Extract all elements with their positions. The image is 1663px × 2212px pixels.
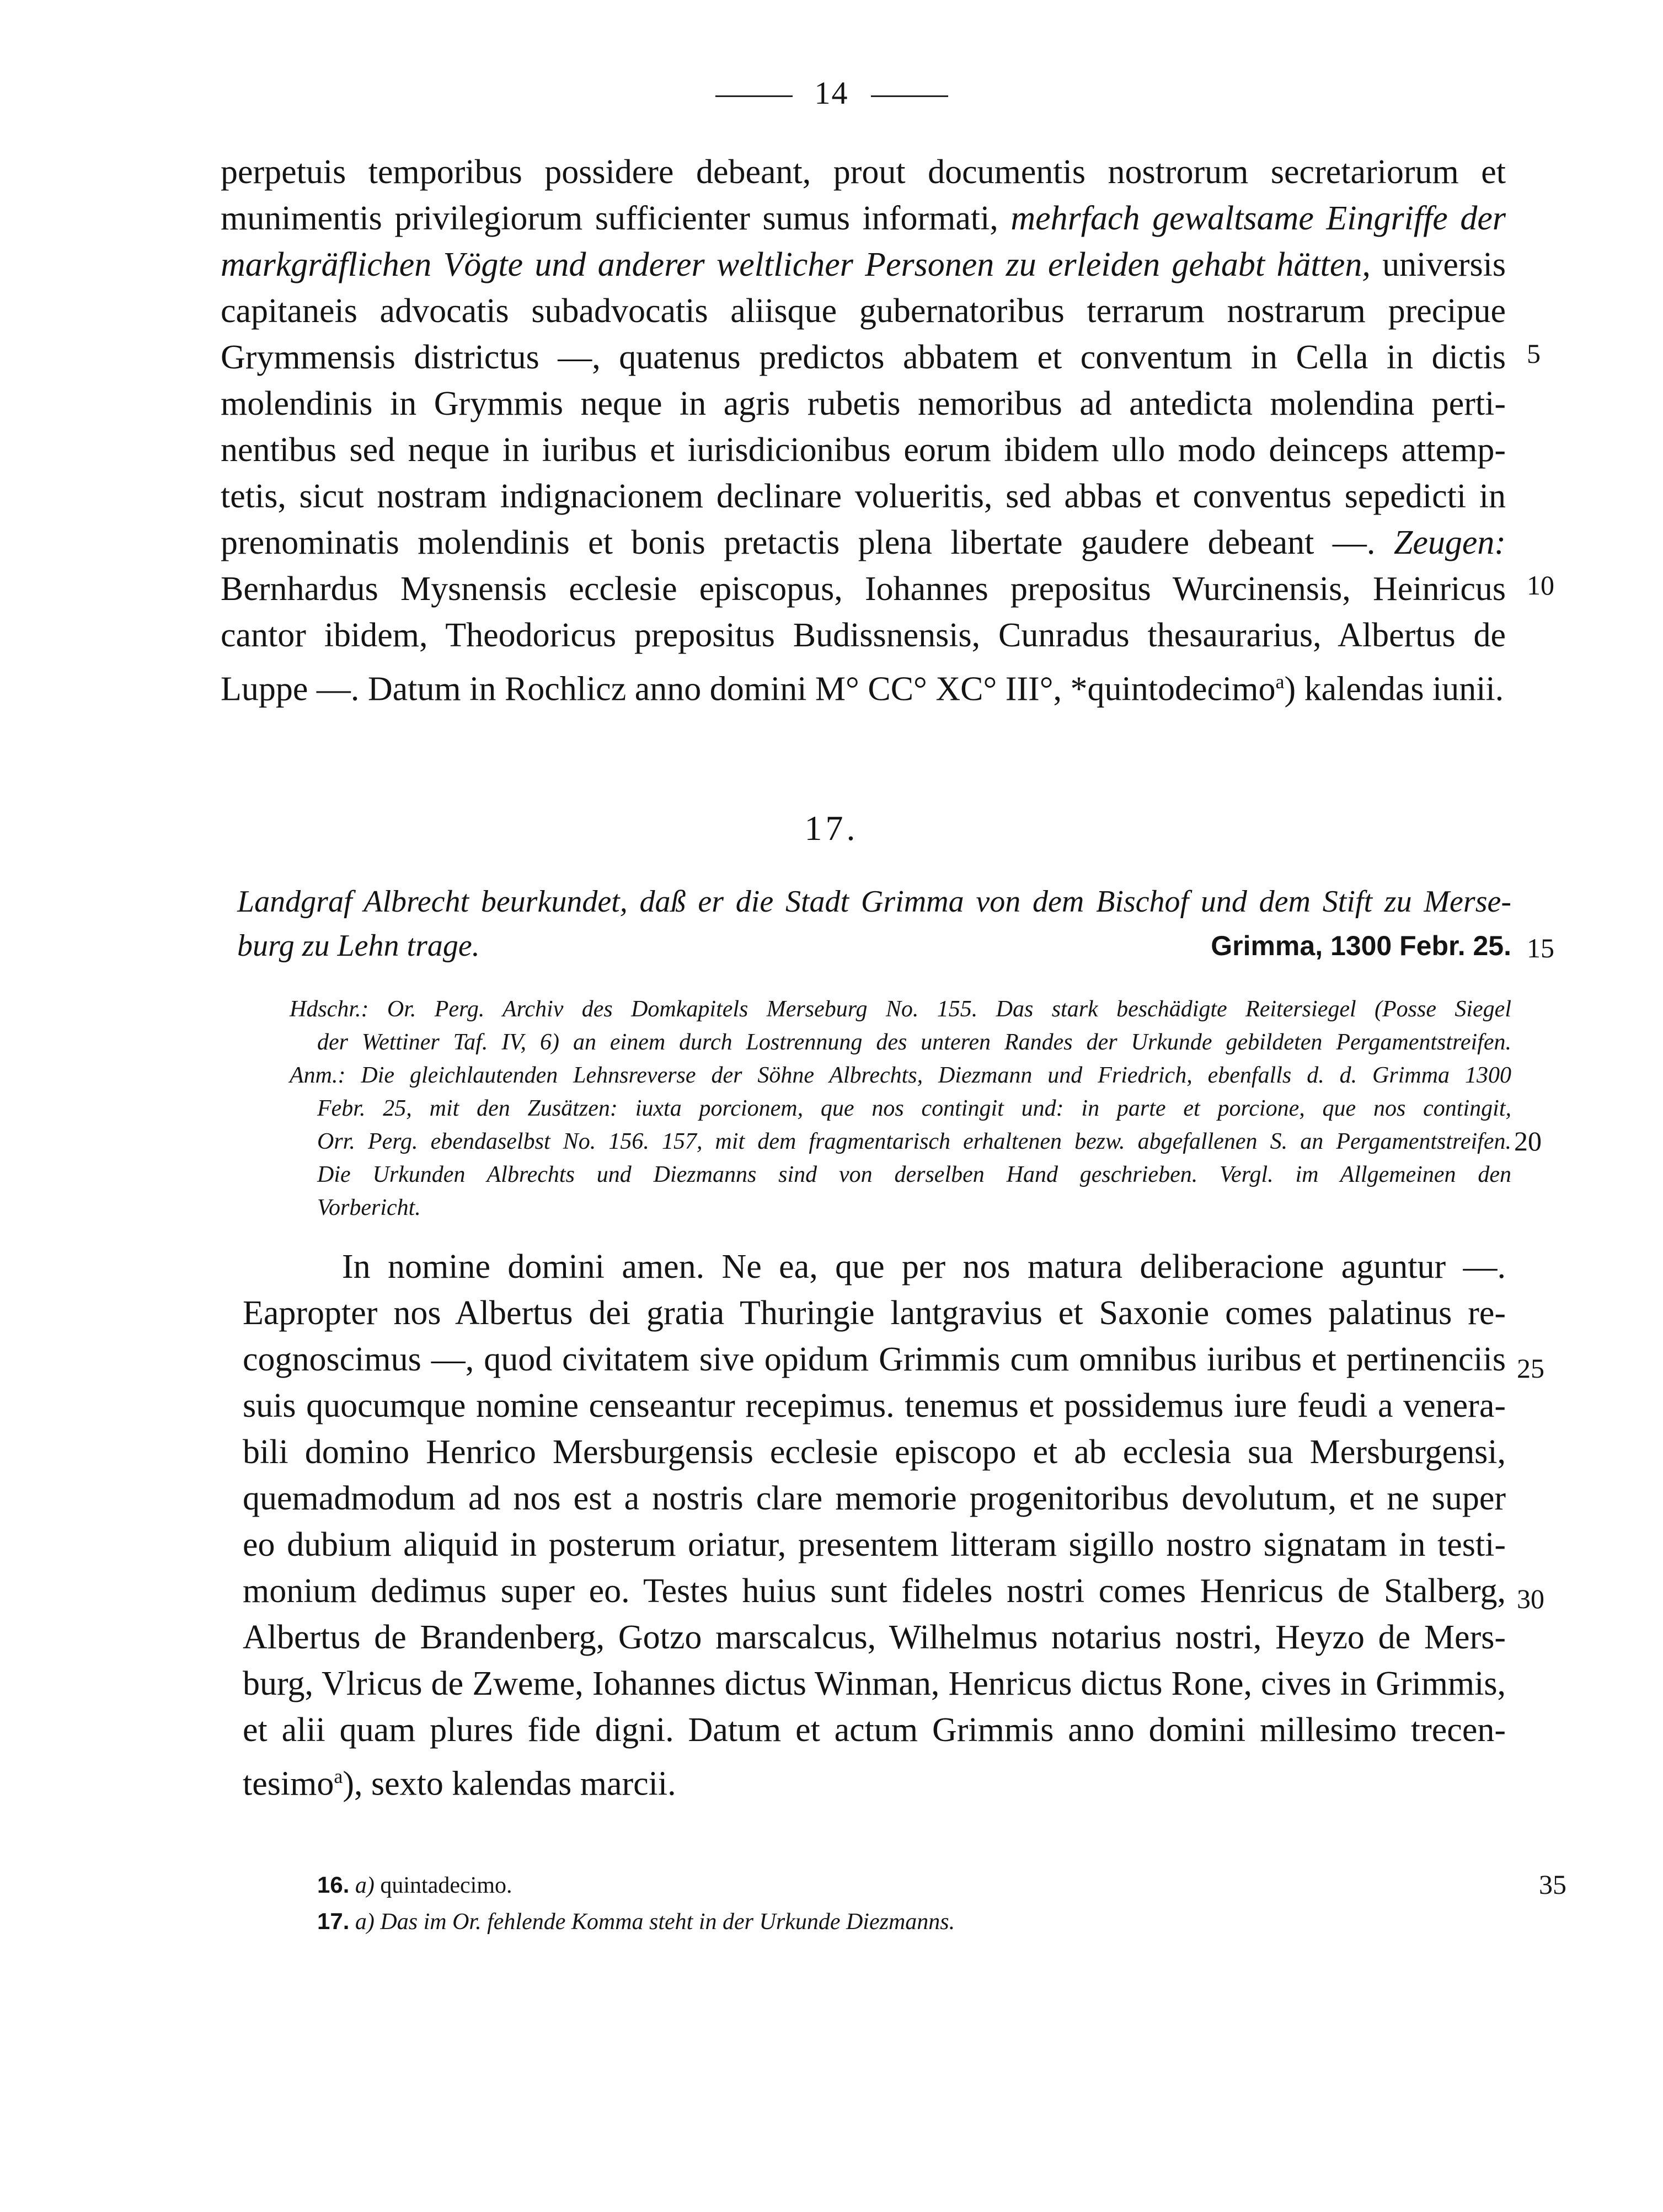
footnote-17: 17. a) Das im Or. fehlende Komma steht in der Urkunde Diezmanns. — [317, 1908, 955, 1935]
regest — [237, 880, 1511, 968]
text-line: quemadmodum ad nos est a nostris clare memorie progenitoribus devolutum, et ne super — [243, 1480, 1506, 1517]
text-line: capitaneis advocatis subadvocatis aliisque gubernatoribus terrarum nostrarum precipue — [221, 292, 1506, 330]
line-number: 5 — [1527, 338, 1541, 369]
source-notes — [290, 993, 1511, 1224]
text-line: cantor ibidem, Theodoricus prepositus Budissnensis, Cunradus thesaurarius, Albertus de — [221, 617, 1506, 654]
document-body — [243, 1244, 1506, 1803]
header-rule-right — [871, 95, 948, 97]
text-line: bili domino Henrico Mersburgensis ecclesie episcopo et ab ecclesia sua Mersburgensi, — [243, 1433, 1506, 1471]
line-number: 30 — [1517, 1583, 1544, 1614]
note-line: Vorbericht. — [317, 1195, 421, 1220]
footnote-16: 16. a) quintadecimo. — [317, 1872, 512, 1898]
text-line: Grymmensis districtus —, quatenus predictos abbatem et conventum in Cella in dictis — [221, 339, 1506, 376]
note-line: Anm.: Die gleichlautenden Lehnsreverse der Söhne Albrechts, Diezmann und Friedrich, ebenfalls d. d. Grimma 1300 — [290, 1063, 1511, 1088]
note-line: Hdschr.: Or. Perg. Archiv des Domkapitels Merseburg No. 155. Das stark beschädigte Reitersiegel (Posse Siegel — [290, 997, 1511, 1022]
text-line: cognoscimus —, quod civitatem sive opidum Grimmis cum omnibus iuribus et pertinenciis — [243, 1341, 1506, 1378]
italic-phrase: mehrfach gewaltsame Eingriffe der — [1010, 200, 1506, 237]
text-line: molendinis in Grymmis neque in agris rubetis nemoribus ad antedicta molendina perti- — [221, 385, 1506, 422]
note-line: Febr. 25, mit den Zusätzen: iuxta porcionem, que nos contingit und: in parte et porcione, que nos contingit, — [317, 1096, 1511, 1121]
prev-document-text — [221, 149, 1506, 708]
line-number: 15 — [1527, 933, 1554, 963]
text-line: Albertus de Brandenberg, Gotzo marscalcus, Wilhelmus notarius nostri, Heyzo de Mers- — [243, 1619, 1506, 1656]
header-rule-left — [715, 95, 793, 97]
text-line: et alii quam plures fide digni. Datum et actum Grimmis anno domini millesimo trecen- — [243, 1711, 1506, 1749]
text-line: Eapropter nos Albertus dei gratia Thuringie lantgravius et Saxonie comes palatinus re- — [243, 1294, 1506, 1332]
document-number: 17. — [804, 808, 859, 848]
text-line: Bernhardus Mysnensis ecclesie episcopus, Iohannes prepositus Wurcinensis, Heinricus — [221, 570, 1506, 608]
note-line: der Wettiner Taf. IV, 6) an einem durch Lostrennung des unteren Randes der Urkunde gebildeten Pergamentstreifen. — [317, 1030, 1511, 1055]
note-line: Die Urkunden Albrechts und Diezmanns sind von derselben Hand geschrieben. Vergl. im Allgemeinen den — [317, 1162, 1511, 1187]
line-number: 25 — [1517, 1353, 1544, 1384]
note-line: Orr. Perg. ebendaselbst No. 156. 157, mit dem fragmentarisch erhaltenen bezw. abgefallenen S. an Pergamentstreifen. — [317, 1129, 1511, 1154]
place-date: Grimma, 1300 Febr. 25. — [1211, 930, 1511, 961]
line-number: 35 — [1539, 1869, 1566, 1900]
text-line: suis quocumque nomine censeantur recepimus. tenemus et possidemus iure feudi a venera- — [243, 1387, 1506, 1424]
text-line: tetis, sicut nostram indignacionem declinare volueritis, sed abbas et conventus sepedicti in — [221, 478, 1506, 515]
regest-line: Landgraf Albrecht beurkundet, daß er die Stadt Grimma von dem Bischof und dem Stift zu Merse- — [237, 885, 1511, 919]
text-line: perpetuis temporibus possidere debeant, prout documentis nostrorum secretariorum et — [221, 153, 1506, 191]
page-number: 14 — [814, 75, 849, 111]
text-line: prenominatis molendinis et bonis pretactis plena libertate gaudere debeant —. Zeugen: — [221, 524, 1506, 561]
italic-phrase: markgräflichen Vögte und anderer weltlicher Personen zu erleiden gehabt hätten, — [221, 246, 1371, 283]
footnotes — [317, 1867, 1509, 1940]
text-line: In nomine domini amen. Ne ea, que per nos matura deliberacione aguntur —. — [342, 1248, 1506, 1286]
text-line: munimentis privilegiorum sufficienter sumus informati, mehrfach gewaltsame Eingriffe der — [221, 200, 1506, 237]
regest-line: burg zu Lehn trage. Grimma, 1300 Febr. 25. — [237, 924, 1511, 968]
page-header — [0, 74, 1663, 111]
text-line: monium dedimus super eo. Testes huius sunt fideles nostri comes Henricus de Stalberg, — [243, 1572, 1506, 1610]
text-line: nentibus sed neque in iuribus et iurisdicionibus eorum ibidem ullo modo deinceps attemp- — [221, 431, 1506, 469]
text-line: Luppe —. Datum in Rochlicz anno domini M° CC° XC° III°, *quintodecimo$^a$) kalendas iunii. — [221, 670, 1504, 708]
line-number: 10 — [1527, 570, 1554, 601]
italic-phrase: Zeugen: — [1393, 524, 1506, 561]
line-number: 20 — [1514, 1126, 1542, 1156]
text-line: tesimo$^a$), sexto kalendas marcii. — [243, 1765, 676, 1803]
text-line: eo dubium aliquid in posterum oriatur, presentem litteram sigillo nostro signatam in testi- — [243, 1526, 1506, 1563]
text-line: burg, Vlricus de Zweme, Iohannes dictus Winman, Henricus dictus Rone, cives in Grimmis, — [243, 1665, 1506, 1702]
text-line: markgräflichen Vögte und anderer weltlicher Personen zu erleiden gehabt hätten, universis — [221, 246, 1506, 283]
